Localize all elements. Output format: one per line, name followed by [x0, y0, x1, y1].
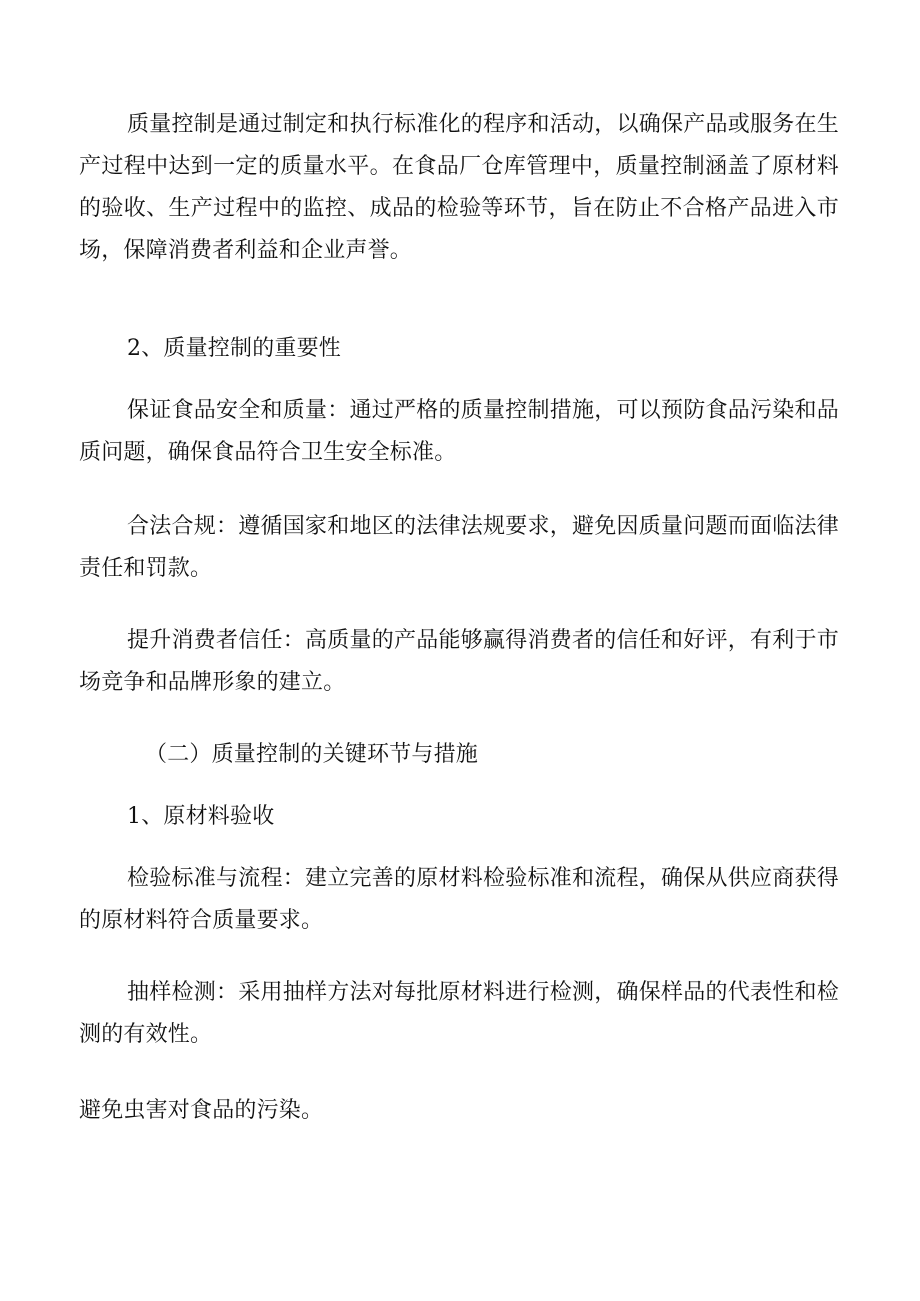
heading-importance: 2、质量控制的重要性: [127, 336, 341, 361]
paragraph-food-safety: 保证食品安全和质量：通过严格的质量控制措施，可以预防食品污染和品质问题，确保食品符合卫生安全标准。: [79, 398, 839, 465]
paragraph-quality-control-definition: 质量控制是通过制定和执行标准化的程序和活动，以确保产品或服务在生产过程中达到一定的质量水平。在食品厂仓库管理中，质量控制涵盖了原材料的验收、生产过程中的监控、成品的检验等环节，旨在防止不合格产品进入市场，保障消费者利益和企业声誉。: [79, 112, 839, 263]
paragraph-legal-compliance: 合法合规：遵循国家和地区的法律法规要求，避免因质量问题而面临法律责任和罚款。: [79, 514, 839, 581]
paragraph-sampling-detection: 抽样检测：采用抽样方法对每批原材料进行检测，确保样品的代表性和检测的有效性。: [79, 980, 839, 1047]
paragraph-consumer-trust: 提升消费者信任：高质量的产品能够赢得消费者的信任和好评，有利于市场竞争和品牌形象的建立。: [79, 628, 839, 695]
heading-key-steps: （二）质量控制的关键环节与措施: [145, 742, 479, 767]
paragraph-pest-prevention: 避免虫害对食品的污染。: [79, 1098, 324, 1123]
paragraph-inspection-standards: 检验标准与流程：建立完善的原材料检验标准和流程，确保从供应商获得的原材料符合质量要求。: [79, 866, 839, 933]
heading-raw-material-inspection: 1、原材料验收: [127, 804, 275, 829]
